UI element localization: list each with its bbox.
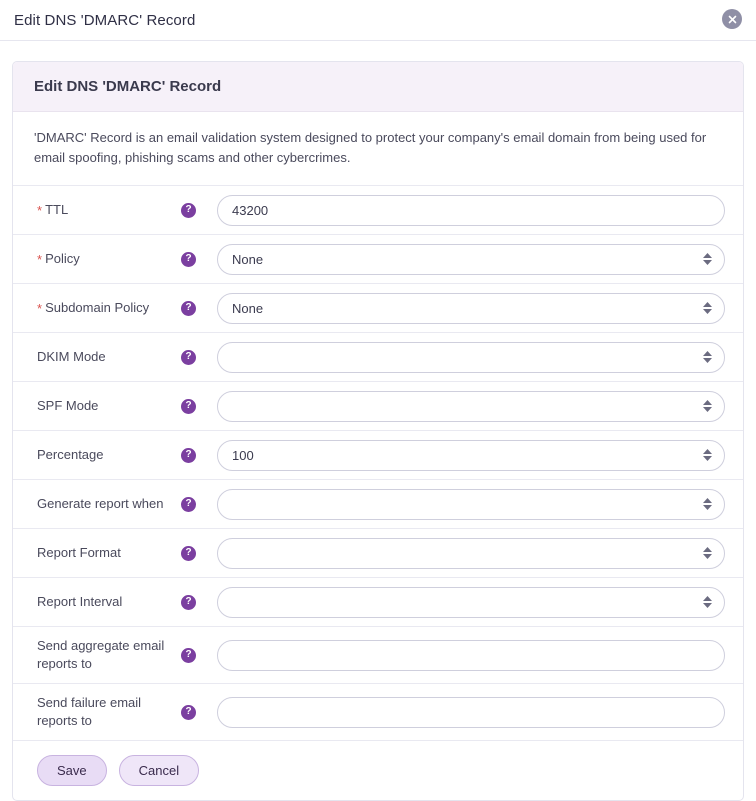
label-text: Subdomain Policy (45, 300, 150, 316)
aggregate-reports-input[interactable] (217, 640, 725, 671)
field-label-failure-reports (13, 694, 181, 730)
generate-report-when-select-wrap (217, 489, 725, 520)
label-text: Percentage (37, 447, 104, 463)
dkim-mode-select-wrap (217, 342, 725, 373)
field-row-subdomain-policy (13, 284, 743, 333)
help-icon[interactable]: ? (181, 595, 196, 610)
report-interval-select-wrap (217, 587, 725, 618)
dialog-footer (13, 741, 743, 800)
help-icon[interactable]: ? (181, 203, 196, 218)
cancel-button[interactable]: Cancel (119, 755, 199, 786)
field-row-generate-report-when (13, 480, 743, 529)
field-label-percentage (13, 446, 181, 464)
label-text: Report Format (37, 545, 121, 561)
subdomain-policy-select-wrap (217, 293, 725, 324)
help-icon[interactable]: ? (181, 350, 196, 365)
percentage-select-wrap (217, 440, 725, 471)
label-text: Send aggregate email reports to (37, 638, 165, 671)
help-icon[interactable]: ? (181, 546, 196, 561)
field-row-ttl (13, 186, 743, 235)
field-label-policy (13, 250, 181, 268)
label-text: Generate report when (37, 496, 164, 512)
spf-mode-select[interactable] (217, 391, 725, 422)
label-text: Policy (45, 251, 80, 267)
field-label-subdomain-policy (13, 299, 181, 317)
help-icon[interactable]: ? (181, 705, 196, 720)
report-format-select[interactable] (217, 538, 725, 569)
failure-reports-input[interactable] (217, 697, 725, 728)
report-interval-select[interactable] (217, 587, 725, 618)
help-icon[interactable]: ? (181, 648, 196, 663)
help-icon[interactable]: ? (181, 252, 196, 267)
report-format-select-wrap (217, 538, 725, 569)
field-label-aggregate-reports (13, 637, 181, 673)
spf-mode-select-wrap (217, 391, 725, 422)
edit-dmarc-panel (12, 61, 744, 801)
field-row-failure-reports (13, 684, 743, 741)
field-row-report-format (13, 529, 743, 578)
label-text: DKIM Mode (37, 349, 106, 365)
generate-report-when-select[interactable] (217, 489, 725, 520)
help-icon[interactable]: ? (181, 497, 196, 512)
field-row-spf-mode (13, 382, 743, 431)
percentage-select[interactable] (217, 440, 725, 471)
panel-title: Edit DNS 'DMARC' Record (13, 62, 743, 112)
title-bar (0, 0, 756, 41)
dkim-mode-select[interactable] (217, 342, 725, 373)
help-icon[interactable]: ? (181, 448, 196, 463)
label-text: TTL (45, 202, 69, 218)
label-text: Report Interval (37, 594, 123, 610)
field-row-dkim-mode (13, 333, 743, 382)
policy-select[interactable] (217, 244, 725, 275)
field-row-policy (13, 235, 743, 284)
help-icon[interactable]: ? (181, 399, 196, 414)
panel-description: 'DMARC' Record is an email validation system designed to protect your company's email domain from being used for email spoofing, phishing scams and other cybercrimes. (13, 112, 743, 186)
required-marker: * (37, 251, 43, 267)
save-button[interactable]: Save (37, 755, 107, 786)
required-marker: * (37, 300, 43, 316)
field-label-report-format (13, 544, 181, 562)
policy-select-wrap (217, 244, 725, 275)
field-label-dkim-mode (13, 348, 181, 366)
field-label-report-interval (13, 593, 181, 611)
field-label-generate-report-when (13, 495, 181, 513)
field-label-spf-mode (13, 397, 181, 415)
ttl-input[interactable] (217, 195, 725, 226)
field-row-aggregate-reports (13, 627, 743, 684)
field-label-ttl (13, 201, 181, 219)
field-row-percentage (13, 431, 743, 480)
label-text: Send failure email reports to (37, 695, 142, 728)
required-marker: * (37, 202, 43, 218)
label-text: SPF Mode (37, 398, 99, 414)
subdomain-policy-select[interactable] (217, 293, 725, 324)
field-row-report-interval (13, 578, 743, 627)
window-title: Edit DNS 'DMARC' Record (14, 11, 196, 29)
close-icon[interactable] (722, 9, 742, 29)
help-icon[interactable]: ? (181, 301, 196, 316)
